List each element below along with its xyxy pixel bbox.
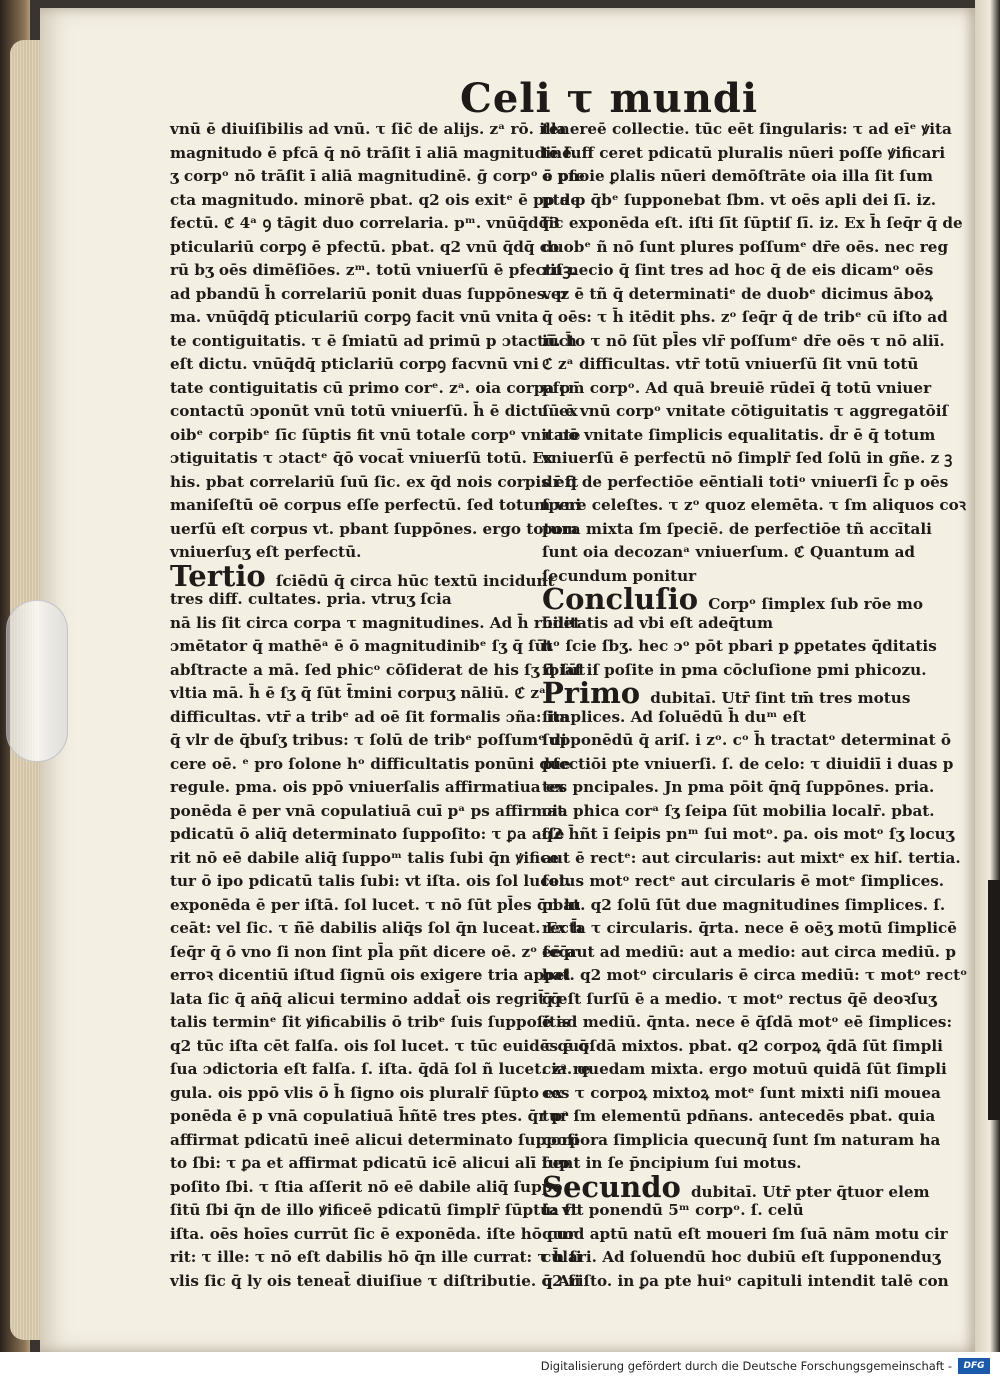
text-line: ponēda ē per vnā copulatiuā cuī pᵃ ps affirmat bbox=[170, 801, 565, 820]
text-line: te contiguitatis. τ ē ſmiatū ad primū p ɔtactū. h̄ bbox=[170, 331, 577, 350]
right-text-column bbox=[542, 118, 968, 1293]
text-line: ſbiaſ iſ poſite in pma cōcluſione pmi phicozu. bbox=[542, 660, 927, 679]
footer-bar bbox=[0, 1352, 1000, 1380]
text-line: ē ad mediū. q̄nta. nece ē q̄ſdā motᵒ eē ſimplices: bbox=[542, 1013, 953, 1031]
text-line: ad pbandū h̄ correlariū ponit duas ſuppōnes. p bbox=[170, 284, 567, 303]
text-line: vltia mā. h̄ ē ſʒ q̄ ſūt t̄mini corpuʒ nāliū. ℭ zᵃ bbox=[170, 684, 547, 702]
text-line: ſic exponēda eſt. iſti ſīt ſūptiſ ſī. iz. Ex h̄ ſeq̄r q̄ de bbox=[542, 214, 963, 232]
text-line: ſeq̄r q̄ ō vno ſi non ſint pl̄a pñt dicere oē. zᵒ ſeq̄r bbox=[170, 942, 578, 961]
text-line: contactū ɔponūt vnū totū vniuerſū. h̄ ē dictu. ex bbox=[170, 402, 578, 420]
text-line: maniſeſtū oē corpus eſſe perfectū. ſed totum vni bbox=[170, 496, 582, 514]
dfg-logo: DFG bbox=[958, 1358, 990, 1374]
text-line: q̄ Ariſto. in ꝑa pte huiᵒ capituli intendit talē con bbox=[542, 1271, 949, 1290]
text-line: riſ necio q̄ ſint tres ad hoc q̄ de eis dicamᵒ oēs bbox=[542, 261, 934, 279]
text-line: rit: τ ille: τ nō eſt dabilis hō q̄n ille currat: τ h̄ ſi bbox=[170, 1248, 582, 1266]
text-line: bat. q2 motᵒ circularis ē circa mediū: τ motᵒ rectᵒ bbox=[542, 966, 968, 984]
text-line: ma. vnūq̄dq̄ pticulariū corpꝯ facit vnū vnita bbox=[170, 308, 539, 326]
text-line: pora mixta ſm ſpeciē. de perfectiōe tñ accītali bbox=[542, 519, 932, 538]
text-line: oibᵉ corpibᵉ ſīc ſūptis fit vnū totale corpᵒ vnitate bbox=[170, 425, 581, 444]
text-line: culari. Ad ſoluendū hoc dubiū eſt ſupponenduʒ bbox=[542, 1248, 941, 1266]
text-line: eē aut ad mediū: aut a medio: aut circa mediū. p bbox=[542, 942, 957, 961]
text-line: ſua ɔdictoria eſt falſa. ſ. iſta. q̄dā ſol ñ lucet. zᵃ re bbox=[170, 1060, 591, 1078]
text-line: ta ſit ponendū 5ᵐ corpᵒ. ſ. celū bbox=[542, 1201, 804, 1219]
text-line: q2 h̄ñt ī ſeipis pnᵐ ſui motᵒ. ꝑa. ois motᵒ ſʒ locuʒ bbox=[542, 825, 955, 843]
text-line: vniuerſuʒ eſt perfectū. bbox=[170, 543, 362, 561]
text-line: ponēda ē p vnā copulatiuā h̄ñtē tres ptes. q̄r pᵃ bbox=[170, 1107, 570, 1125]
text-line: iūcto τ nō ſūt pl̄es vlr̄ poſſumᵉ dr̄e oēs τ nō aliī. bbox=[542, 331, 945, 350]
funding-credit: Digitalisierung gefördert durch die Deutsche Forschungsgemeinschaft - bbox=[540, 1359, 952, 1373]
text-line: ʒ corpᵒ nō trāſit ī aliā magnitudinē. ḡ corpᵒ ē pfe bbox=[170, 167, 585, 185]
text-line: ſū ē vnū corpᵒ vnitate cōtiguitatis τ aggregatōiſ bbox=[542, 402, 949, 420]
text-line: ℭ zᵃ difficultas. vtr̄ totū vniuerſū ſit vnū totū bbox=[542, 355, 919, 373]
text-line: cere oē. ᵉ pro ſolone hᵒ difficultatis ponūni due bbox=[170, 754, 571, 773]
text-line: magnitudo ē pfcā q̄ nō trāſit ī aliā magnitudinē. bbox=[170, 143, 578, 162]
text-line: uerſū eſt corpus vt. pbant ſuppōnes. ergo totum bbox=[170, 519, 578, 538]
text-line: difficultas. vtr̄ a tribᵉ ad oē ſit formalis ɔña: ita bbox=[170, 707, 570, 726]
initial-word: Tertio bbox=[170, 558, 276, 593]
text-line: tē ſuff ceret pdicatū pluralis nūeri poſſe ꝟificari bbox=[542, 143, 946, 162]
text-line: cia. quedam mixta. ergo motuū quidā ſūt ſimpli bbox=[542, 1060, 947, 1078]
text-line: regule. pma. ois ppō vniuerſalis affirmatiua ex bbox=[170, 778, 565, 796]
text-line: ɔmētator q̄ mathēᵃ ē ō magnitudinibᵉ ſʒ q̄ ſūt bbox=[170, 637, 553, 655]
text-line: τ quoſdā mixtos. pbat. q2 corpoꝝ q̄dā ſūt ſimpli bbox=[542, 1036, 943, 1055]
text-line bbox=[542, 582, 923, 616]
text-line: talis terminᵉ ſit ꝟificabilis ō tribᵉ ſuis ſuppoſitis bbox=[170, 1013, 571, 1031]
text-line: fectū. ℭ 4ᵃ ꝯ tāgit duo correlaria. pᵐ. vnūq̄dq̄3 bbox=[170, 214, 560, 232]
text-line: q2 tūc iſta cēt falſa. ois ſol lucet. τ tūc euidēs ē q̄ bbox=[170, 1036, 589, 1055]
text-line: pdicatū ō aliq̄ determinato ſuppoſito: τ ꝑa aſſe bbox=[170, 825, 565, 843]
text-line: pticulariū corpꝯ ē pfectū. pbat. q2 vnū q̄dq̄ co bbox=[170, 237, 560, 256]
text-line: vnū ē diuiſibilis ad vnū. τ ſic̄ de alijs. zᵃ rō. illa bbox=[170, 120, 567, 138]
text-line: nā lis ſit circa corpa τ magnitudines. Ad h̄ rūdet bbox=[170, 613, 581, 632]
text-line: lata ſic q̄ an̄q̄ alicui termino addat̄ ois regrit̄ q̄ bbox=[170, 989, 561, 1008]
text-line: hᵒ ſcie ſbʒ. hec ɔᵒ pōt pbari p ꝑpetates q̄ditatis bbox=[542, 637, 937, 655]
text-line: eſt dictu. vnūq̄dq̄ pticlariū corpꝯ facvnū vni bbox=[170, 355, 539, 373]
text-line: tur ō ipo pdicatū talis ſubi: vt iſta. ois ſol lucet. bbox=[170, 872, 572, 890]
text-line: ſitū ſbi q̄n de illo ꝟificeē pdicatū ſimplr̄ ſūptū: vt bbox=[170, 1201, 578, 1219]
text-line bbox=[542, 676, 911, 710]
text-line: oia phica corᵃ ſʒ ſeipa ſūt mobilia localr̄. pbat. bbox=[542, 801, 935, 820]
initial-word: Secundo bbox=[542, 1169, 691, 1204]
text-line: ɔtiguitatis τ ɔtactᵉ q̄ō vocat̄ vniuerſū totū. Ex bbox=[170, 449, 553, 467]
text-line: rit nō eē dabile aliq̄ ſuppoᵐ talis ſubi q̄n ꝟifice bbox=[170, 848, 560, 867]
text-line: tur ſm elementū pdn̄ans. antecedēs pbat. quia bbox=[542, 1107, 936, 1125]
right-edge-shadow bbox=[988, 880, 1000, 1120]
text-line: pfectiōi pte vniuerſi. ſ. de celo: τ diuidiī i duas p bbox=[542, 754, 954, 773]
line-text: dubitaī. Utr̄ ſint tm̄ tres motus bbox=[650, 689, 911, 707]
text-line: cta magnitudo. minorē pbat. q2 ois exitᵉ ē pp de bbox=[170, 190, 580, 209]
text-line: abſtracte a mā. ſed phicᵒ cōſiderat de his ſʒ q̄ ſūt bbox=[170, 660, 586, 679]
text-line: ſecundum ponitur bbox=[542, 566, 697, 585]
text-line: ſupponēdū q̄ ariſ. i zᵒ. cᵒ h̄ tractatᵒ determinat ō bbox=[542, 731, 952, 749]
running-head: Celi τ mundi bbox=[460, 75, 759, 122]
line-text: Corpᵒ ſimplex ſub rōe mo bbox=[708, 595, 923, 613]
text-line: ceāt: vel ſic. τ ñ̄ē dabilis aliq̄s ſol q̄n luceat. Ex h̄ bbox=[170, 919, 583, 937]
text-line: poſito ſbi. τ ſtia aſſerit nō eē dabile aliq̄ ſuppo bbox=[170, 1177, 563, 1196]
text-line: bent in ſe p̄ncipium ſui motus. bbox=[542, 1154, 802, 1172]
text-line: ō pnoie ꝑlalis nūeri demōſtrāte oia illa ſit ſum bbox=[542, 167, 933, 185]
text-line: tate contiguitatis cū primo corᵉ. zᵃ. oia corpa p bbox=[170, 378, 571, 397]
text-line bbox=[542, 1169, 930, 1204]
text-line: vlis ſic q̄ ly ois teneat̄ diuiſiue τ diſtributie. q2 ſi bbox=[170, 1271, 581, 1290]
text-line: affirmat pdicatū ineē alicui determinato ſuppoſi bbox=[170, 1130, 580, 1149]
line-text: ſciēdū q̄ circa hūc textū incidunt bbox=[275, 571, 555, 590]
line-text: dubitaī. Utr̄ pter q̄tuor elem bbox=[690, 1182, 930, 1201]
text-line: ces τ corpoꝝ mixtoꝝ motᵉ ſunt mixti niſi mouea bbox=[542, 1083, 941, 1102]
page-clip bbox=[6, 600, 68, 762]
text-line: rū bʒ oēs dimēſiōes. zᵐ. totū vniuerſū ē pfectuꝫ. bbox=[170, 261, 576, 279]
text-line: tes pncipales. Jn pma pōit q̄nq̄ ſuppōnes. pria. bbox=[542, 778, 935, 796]
text-line: q̄ eſt ſurſū ē a medio. τ motᵒ rectus q̄ē deoꝛſuʒ bbox=[542, 989, 937, 1008]
text-line: τ nō vnitate ſimplicis equalitatis. d̄r ē q̄ totum bbox=[542, 425, 936, 444]
text-line: vez ē tñ q̄ determinatiᵉ de duobᵉ dicimus āboꝝ bbox=[542, 284, 933, 303]
text-line: duobᵉ ñ nō ſunt plures poſſumᵉ dr̄e oēs. nec reg bbox=[542, 237, 949, 256]
initial-word: Primo bbox=[542, 676, 651, 710]
text-line: gula. ois ppō vlis ō h̄ ſigno ois pluralr̄ ſūpto ex bbox=[170, 1083, 563, 1102]
text-line: iſta. oēs hoīes currūt ſic ē exponēda. iſte hō cur bbox=[170, 1224, 576, 1243]
text-line: exponēda ē per iſtā. ſol lucet. τ nō ſūt pl̄es q̄n lu bbox=[170, 895, 581, 914]
text-line: dr̄ q̄ de perfectiōe eēntiali totiᵒ vniuerſi ſ̄c p oēs bbox=[542, 472, 949, 491]
text-line: bilitatis ad vbi eſt adeq̄tum bbox=[542, 613, 774, 632]
text-line: tenereē collectie. tūc eēt ſingularis: τ ad eīᵉ ꝟita bbox=[542, 120, 952, 138]
text-line: pfcm̄ corpᵒ. Ad quā breuiē rūdeī q̄ totū vniuer bbox=[542, 378, 932, 397]
text-line: q̄ vlr de q̄buſʒ tribus: τ ſolū de tribᵉ poſſumᵉ di bbox=[170, 731, 567, 749]
text-line: tres diff. cultates. pria. vtruʒ ſcia bbox=[170, 590, 452, 608]
text-line: pta p q̄bᵉ ſupponebat ſbm. vt oēs apli dei ſī. iz. bbox=[542, 190, 937, 209]
text-line: his. pbat correlariū ſuū ſic. ex q̄d nois corpis eſt bbox=[170, 472, 579, 491]
text-line: ſimplices. Ad ſoluēdū h̄ duᵐ eſt bbox=[542, 707, 806, 726]
right-page-edge bbox=[975, 0, 1000, 1352]
text-line bbox=[170, 558, 555, 593]
text-line: to ſbi: τ ꝑa et affirmat pdicatū icē alicui alī ſup bbox=[170, 1154, 570, 1172]
initial-word: Concluſio bbox=[542, 582, 709, 616]
left-text-column bbox=[170, 118, 591, 1293]
text-line: q̄ oēs: τ h̄ itēdit phs. zᵒ ſeq̄r q̄ de tribᵉ cū iſto ad bbox=[542, 308, 948, 326]
text-line: recta τ circularis. q̄rta. nece ē oēʒ motū ſimplicē bbox=[542, 919, 957, 937]
text-line: corpora ſimplicia quecunq̄ ſunt ſm naturam ha bbox=[542, 1130, 941, 1149]
text-line: quod aptū natū eſt moueri ſm ſuā nām motu cir bbox=[542, 1224, 948, 1243]
text-line: ſolus motᵒ rectᵉ aut circularis ē motᵉ ſimplices. bbox=[542, 872, 945, 890]
text-line: vniuerſū ē perfectū nō ſimplr̄ ſed ſolū in gñe. z ꝫ bbox=[542, 449, 953, 467]
text-line: pbat. q2 ſolū ſūt due magnitudines ſimplices. ſ. bbox=[542, 895, 946, 914]
text-line: erroꝛ dicentiū iſtud ſignū ois exigere tria appel bbox=[170, 966, 571, 984]
text-line: ſpere celeſtes. τ zᵒ quoz elemēta. τ ſm aliquos coꝛ bbox=[542, 496, 966, 514]
text-line: aut ē rectᵉ: aut circularis: aut mixtᵉ ex hiſ. tertia. bbox=[542, 848, 961, 867]
text-line: ſunt oia decozanᵃ vniuerſum. ℭ Quantum ad bbox=[542, 543, 916, 561]
